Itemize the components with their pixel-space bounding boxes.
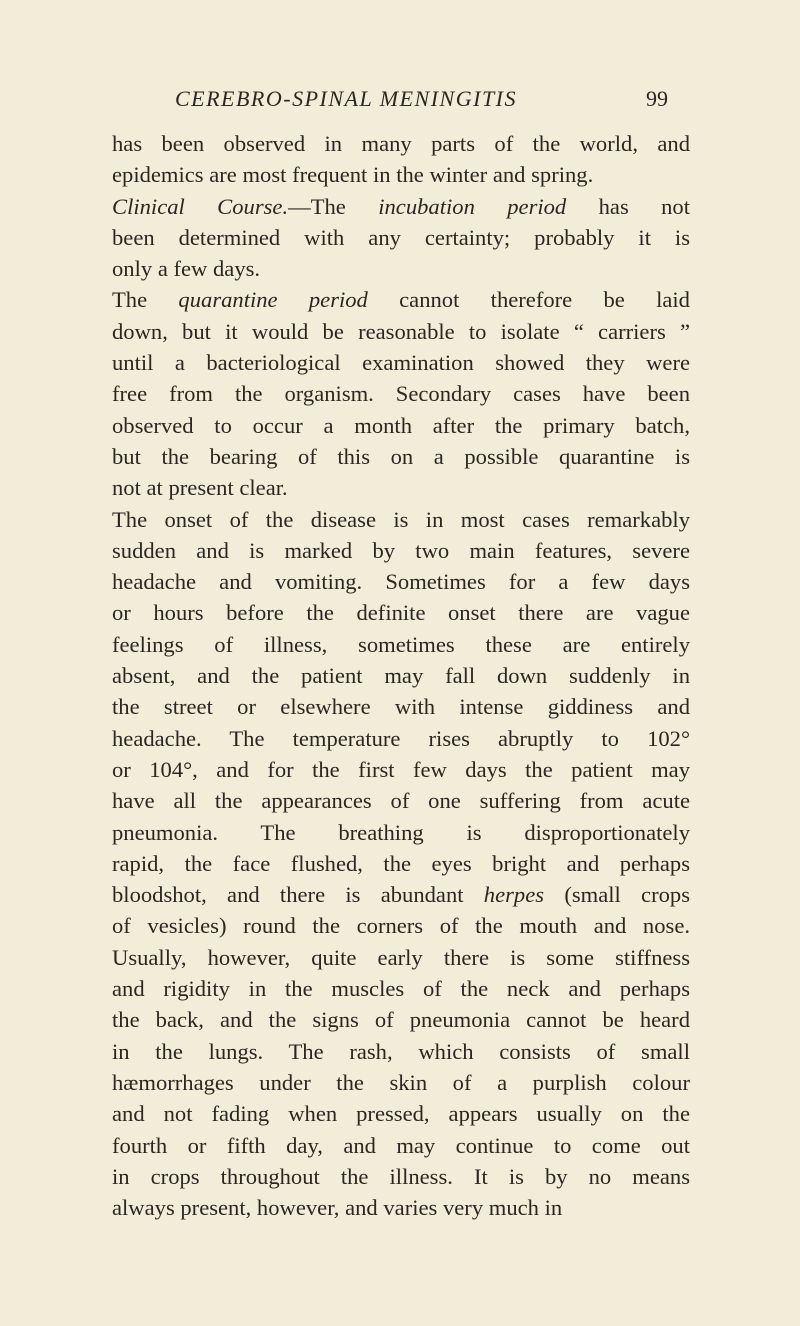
text-line xyxy=(112,191,690,222)
text-span: sudden and is marked by two main features, severe xyxy=(112,537,690,563)
text-span: until a bacteriological examination showed they were xyxy=(112,350,690,376)
text-line xyxy=(112,754,690,785)
text-span: bloodshot, and there is abundant xyxy=(112,882,484,908)
text-span: rapid, the face flushed, the eyes bright and perhaps xyxy=(112,850,690,876)
text-line xyxy=(112,597,690,628)
text-span: epidemics are most frequent in the winter and spring. xyxy=(112,162,594,188)
text-span: or 104°, and for the first few days the patient may xyxy=(112,756,690,782)
italic-span: Clinical Course. xyxy=(112,193,289,219)
text-span: not at present clear. xyxy=(112,475,288,501)
text-line xyxy=(112,159,690,190)
text-span: pneumonia. The breathing is disproportionately xyxy=(112,819,690,845)
text-span: The xyxy=(112,287,179,313)
text-span: and not fading when pressed, appears usually on the xyxy=(112,1101,690,1127)
text-line xyxy=(112,222,690,253)
text-line xyxy=(112,1004,690,1035)
text-line xyxy=(112,817,690,848)
text-line xyxy=(112,441,690,472)
text-line xyxy=(112,378,690,409)
text-span: headache and vomiting. Sometimes for a few days xyxy=(112,569,690,595)
text-line xyxy=(112,128,690,159)
text-line xyxy=(112,1098,690,1129)
text-line xyxy=(112,347,690,378)
text-span: observed to occur a month after the primary batch, xyxy=(112,412,690,438)
text-line xyxy=(112,253,690,284)
text-span: or hours before the definite onset there are vague xyxy=(112,600,690,626)
text-span: but the bearing of this on a possible quarantine is xyxy=(112,443,690,469)
text-span: have all the appearances of one suffering from acute xyxy=(112,788,690,814)
text-line xyxy=(112,973,690,1004)
text-line xyxy=(112,566,690,597)
text-line xyxy=(112,284,690,315)
text-span: down, but it would be reasonable to isolate “ carriers ” xyxy=(112,318,690,344)
text-line xyxy=(112,629,690,660)
text-span: only a few days. xyxy=(112,256,261,282)
text-line xyxy=(112,879,690,910)
text-line xyxy=(112,691,690,722)
text-span: cannot therefore be laid xyxy=(367,287,690,313)
text-line xyxy=(112,535,690,566)
text-line xyxy=(112,316,690,347)
text-span: feelings of illness, sometimes these are entirely xyxy=(112,631,690,657)
text-span: headache. The temperature rises abruptly to 102° xyxy=(112,725,690,751)
running-title: CEREBRO-SPINAL MENINGITIS xyxy=(175,86,518,111)
text-span: free from the organism. Secondary cases have been xyxy=(112,381,690,407)
text-line xyxy=(112,1161,690,1192)
text-span: (small crops xyxy=(544,882,690,908)
text-span: and rigidity in the muscles of the neck and perhaps xyxy=(112,976,690,1002)
text-line xyxy=(112,1067,690,1098)
running-head xyxy=(0,86,800,122)
italic-span: incubation period xyxy=(378,193,567,219)
page-number: 99 xyxy=(646,86,668,111)
text-line xyxy=(112,910,690,941)
text-span: fourth or fifth day, and may continue to come out xyxy=(112,1132,690,1158)
text-span: has been observed in many parts of the world, and xyxy=(112,131,690,156)
text-span: Usually, however, quite early there is some stiffness xyxy=(112,944,690,970)
text-line xyxy=(112,410,690,441)
text-line xyxy=(112,504,690,535)
text-line xyxy=(112,1036,690,1067)
text-line xyxy=(112,1130,690,1161)
text-span: always present, however, and varies very much in xyxy=(112,1195,563,1221)
text-span: the street or elsewhere with intense giddiness and xyxy=(112,694,690,720)
text-line xyxy=(112,785,690,816)
text-span: been determined with any certainty; probably it is xyxy=(112,224,690,250)
text-span: the back, and the signs of pneumonia cannot be heard xyxy=(112,1007,690,1033)
text-span: —The xyxy=(288,193,379,219)
italic-span: quarantine period xyxy=(178,287,368,313)
text-span: absent, and the patient may fall down suddenly in xyxy=(112,663,690,689)
text-span: in crops throughout the illness. It is by no means xyxy=(112,1163,690,1189)
text-span: The onset of the disease is in most cases remarkably xyxy=(112,506,690,532)
body-text xyxy=(112,128,690,1223)
text-span: of vesicles) round the corners of the mouth and nose. xyxy=(112,913,690,939)
text-span: has not xyxy=(566,193,690,219)
text-span: hæmorrhages under the skin of a purplish colour xyxy=(112,1069,690,1095)
text-line xyxy=(112,1192,690,1223)
text-line xyxy=(112,472,690,503)
text-line xyxy=(112,848,690,879)
italic-span: herpes xyxy=(483,882,545,908)
text-span: in the lungs. The rash, which consists of small xyxy=(112,1038,690,1064)
text-line xyxy=(112,723,690,754)
text-line xyxy=(112,942,690,973)
text-line xyxy=(112,660,690,691)
